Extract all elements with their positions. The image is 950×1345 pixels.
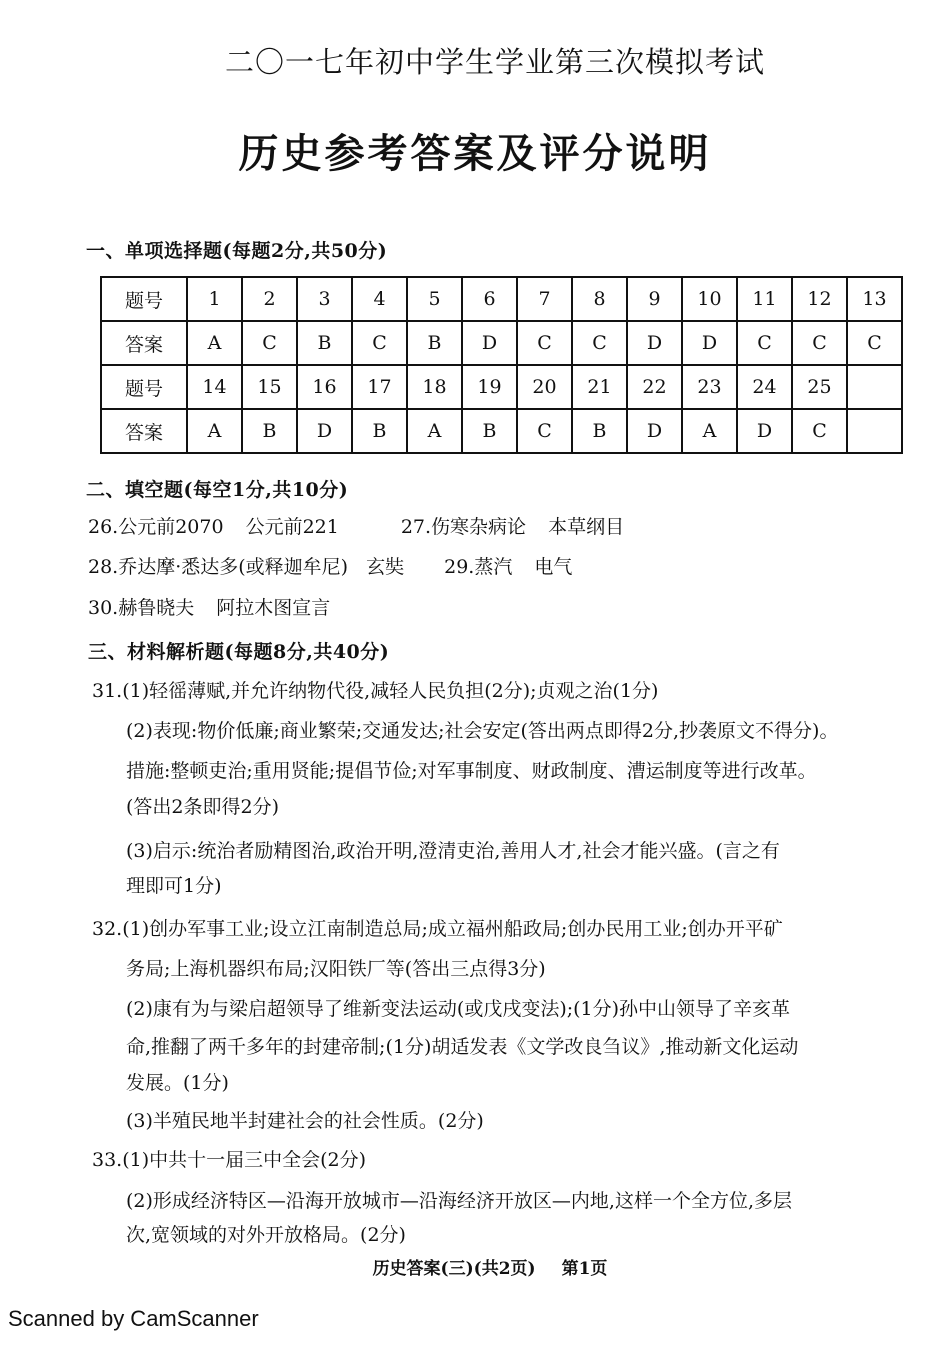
- answer-table-cell: A: [407, 409, 462, 453]
- section-1-heading: 一、单项选择题(每题2分,共50分): [86, 240, 388, 262]
- answer-table-cell: B: [352, 409, 407, 453]
- answer-table-cell: 10: [682, 277, 737, 321]
- answer-table-cell: C: [847, 321, 902, 365]
- answer-28b: 玄奘: [366, 556, 405, 578]
- answer-table-row-header: 答案: [101, 409, 187, 453]
- answer-table-cell: 15: [242, 365, 297, 409]
- page-number: 第1页: [561, 1259, 608, 1279]
- answer-table-cell: A: [682, 409, 737, 453]
- answer-table-row: [101, 409, 902, 453]
- q33-line-1: 33.(1)中共十一届三中全会(2分): [92, 1149, 367, 1171]
- answer-table-cell: C: [517, 321, 572, 365]
- q31-line-3: 措施:整顿吏治;重用贤能;提倡节俭;对军事制度、财政制度、漕运制度等进行改革。: [126, 760, 817, 782]
- answer-26a: 26.公元前2070: [88, 516, 224, 538]
- answer-table-cell: 18: [407, 365, 462, 409]
- answer-table-row-header: 答案: [101, 321, 187, 365]
- answer-table-cell: 1: [187, 277, 242, 321]
- answer-table-cell: A: [187, 321, 242, 365]
- answer-27b: 本草纲目: [548, 516, 625, 538]
- answer-table-cell: 20: [517, 365, 572, 409]
- answer-table-row: [101, 277, 902, 321]
- section-2-heading: 二、填空题(每空1分,共10分): [86, 479, 349, 501]
- answer-table-cell: D: [627, 409, 682, 453]
- fill-line-30: [88, 594, 330, 622]
- answer-table-cell: 7: [517, 277, 572, 321]
- answer-30b: 阿拉木图宣言: [216, 597, 331, 619]
- answer-29a: 29.蒸汽: [444, 556, 513, 578]
- answer-table-cell: 16: [297, 365, 352, 409]
- q33-line-3: 次,宽领域的对外开放格局。(2分): [126, 1224, 406, 1246]
- q32-line-2: 务局;上海机器织布局;汉阳铁厂等(答出三点得3分): [126, 958, 546, 980]
- answer-table-cell: 24: [737, 365, 792, 409]
- q32-line-4: 命,推翻了两千多年的封建帝制;(1分)胡适发表《文学改良刍议》,推动新文化运动: [126, 1036, 799, 1058]
- fill-line-28-29: [88, 553, 572, 581]
- fill-line-26-27: [88, 513, 624, 541]
- answer-28a: 28.乔达摩·悉达多(或释迦牟尼): [88, 556, 349, 578]
- q31-line-4: (答出2条即得2分): [126, 796, 280, 818]
- answer-table-cell: 4: [352, 277, 407, 321]
- answer-table-cell: 22: [627, 365, 682, 409]
- answer-table-row-header: 题号: [101, 277, 187, 321]
- answer-27a: 27.伤寒杂病论: [400, 516, 527, 538]
- answer-table-cell: 17: [352, 365, 407, 409]
- answer-table-cell: C: [517, 409, 572, 453]
- answer-table-cell: C: [352, 321, 407, 365]
- camscanner-watermark: Scanned by CamScanner: [8, 1306, 259, 1331]
- section-3-heading: 三、材料解析题(每题8分,共40分): [88, 641, 390, 663]
- q32-line-6: (3)半殖民地半封建社会的社会性质。(2分): [126, 1110, 484, 1132]
- answer-table-cell: 21: [572, 365, 627, 409]
- page-footer: [15, 1254, 950, 1279]
- answer-table: [100, 276, 903, 454]
- q31-line-1: 31.(1)轻徭薄赋,并允许纳物代役,减轻人民负担(2分);贞观之治(1分): [92, 680, 659, 702]
- answer-29b: 电气: [534, 556, 573, 578]
- answer-table-cell: D: [682, 321, 737, 365]
- answer-table-cell: 19: [462, 365, 517, 409]
- answer-table-cell: 3: [297, 277, 352, 321]
- answer-table-cell: B: [242, 409, 297, 453]
- q32-line-5: 发展。(1分): [126, 1072, 229, 1094]
- answer-table-cell: D: [462, 321, 517, 365]
- q31-line-2: (2)表现:物价低廉;商业繁荣;交通发达;社会安定(答出两点即得2分,抄袭原文不得分)。: [126, 720, 839, 742]
- answer-table-cell: C: [792, 409, 847, 453]
- q32-line-3: (2)康有为与梁启超领导了维新变法运动(或戊戌变法);(1分)孙中山领导了辛亥革: [126, 998, 791, 1020]
- answer-table-cell: 13: [847, 277, 902, 321]
- answer-table-row: [101, 321, 902, 365]
- answer-table-cell: C: [572, 321, 627, 365]
- answer-26b: 公元前221: [245, 516, 339, 538]
- q32-line-1: 32.(1)创办军事工业;设立江南制造总局;成立福州船政局;创办民用工业;创办开平矿: [92, 918, 783, 940]
- answer-table-cell: 9: [627, 277, 682, 321]
- answer-table-cell: C: [792, 321, 847, 365]
- answer-table-cell: C: [242, 321, 297, 365]
- answer-table-row: [101, 365, 902, 409]
- answer-table-cell: [847, 409, 902, 453]
- answer-table-cell: A: [187, 409, 242, 453]
- answer-table-cell: 11: [737, 277, 792, 321]
- answer-table-cell: [847, 365, 902, 409]
- q31-line-5: (3)启示:统治者励精图治,政治开明,澄清吏治,善用人才,社会才能兴盛。(言之有: [126, 840, 780, 862]
- answer-table-cell: 12: [792, 277, 847, 321]
- q33-line-2: (2)形成经济特区—沿海开放城市—沿海经济开放区—内地,这样一个全方位,多层: [126, 1190, 792, 1212]
- answer-table-cell: B: [297, 321, 352, 365]
- answer-table-cell: C: [737, 321, 792, 365]
- answer-table-cell: D: [297, 409, 352, 453]
- answer-table-cell: 23: [682, 365, 737, 409]
- answer-table-cell: 8: [572, 277, 627, 321]
- answer-table-cell: 2: [242, 277, 297, 321]
- answer-table-cell: 6: [462, 277, 517, 321]
- answer-table-cell: 14: [187, 365, 242, 409]
- answer-table-cell: B: [462, 409, 517, 453]
- exam-title: 二〇一七年初中学生学业第三次模拟考试: [224, 45, 765, 79]
- answer-table-row-header: 题号: [101, 365, 187, 409]
- answer-table-cell: D: [737, 409, 792, 453]
- answer-table-cell: D: [627, 321, 682, 365]
- answer-table-cell: 25: [792, 365, 847, 409]
- answer-30a: 30.赫鲁晓夫: [88, 597, 195, 619]
- footer-text: 历史答案(三)(共2页): [372, 1259, 536, 1279]
- answer-table-cell: 5: [407, 277, 462, 321]
- answer-table-cell: B: [572, 409, 627, 453]
- answer-table-cell: B: [407, 321, 462, 365]
- q31-line-6: 理即可1分): [126, 875, 222, 897]
- document-title: 历史参考答案及评分说明: [238, 130, 712, 177]
